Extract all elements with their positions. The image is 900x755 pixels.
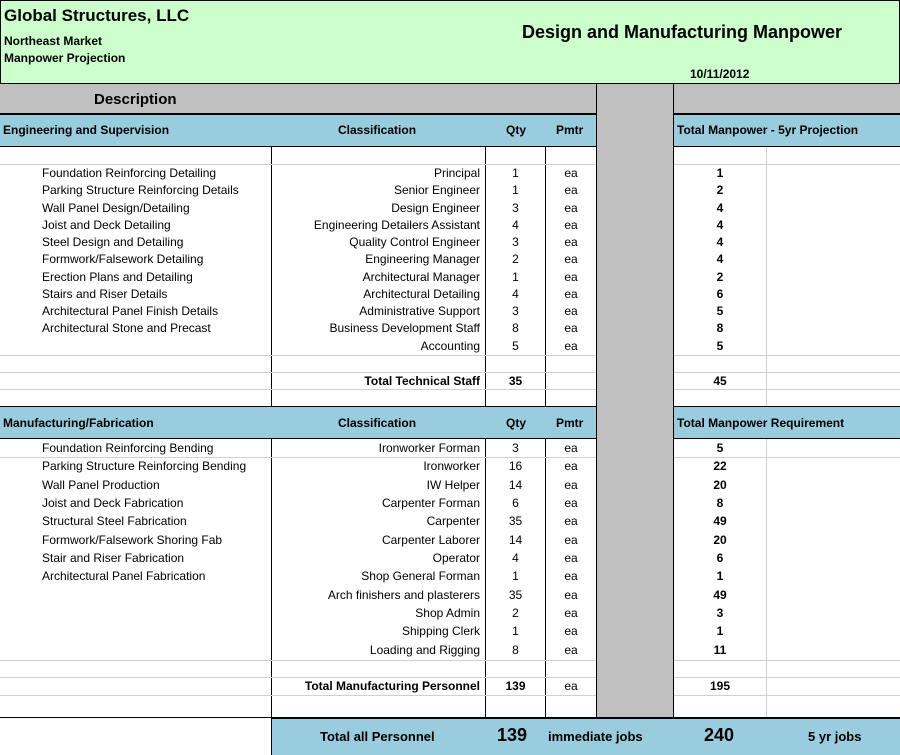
mfg-qty: 16 — [508, 459, 523, 473]
mfg-desc: Joist and Deck Fabrication — [42, 496, 184, 510]
mfg-class: Carpenter Forman — [381, 496, 480, 510]
mfg-total-requirement: 195 — [709, 679, 731, 693]
mfg-total-qty: 139 — [505, 679, 526, 693]
eng-pmtr: ea — [564, 166, 578, 180]
mfg-class: Arch finishers and plasterers — [327, 588, 480, 602]
mfg-pmtr: ea — [564, 478, 578, 492]
row-line — [674, 389, 900, 390]
engineering-col-total: Total Manpower - 5yr Projection — [677, 123, 859, 137]
mfg-total: 1 — [716, 624, 724, 638]
eng-desc: Steel Design and Detailing — [42, 235, 184, 249]
mfg-qty: 3 — [512, 441, 519, 455]
separator-column — [596, 84, 674, 718]
eng-class: Senior Engineer — [393, 183, 480, 197]
eng-total: 8 — [716, 321, 724, 335]
row-line — [0, 660, 596, 661]
eng-desc: Stairs and Riser Details — [42, 287, 168, 301]
eng-qty: 8 — [512, 321, 519, 335]
mfg-class: Shipping Clerk — [401, 624, 480, 638]
eng-desc: Wall Panel Design/Detailing — [42, 201, 190, 215]
mfg-class: Ironworker — [423, 459, 480, 473]
mfg-class: Shop Admin — [415, 606, 480, 620]
eng-desc: Parking Structure Reinforcing Details — [42, 183, 239, 197]
report-title: Design and Manufacturing Manpower — [522, 22, 843, 42]
description-bar — [0, 84, 596, 114]
eng-desc: Foundation Reinforcing Detailing — [42, 166, 217, 180]
eng-total: 4 — [716, 201, 724, 215]
eng-qty: 5 — [512, 339, 519, 353]
eng-qty: 4 — [512, 218, 519, 232]
mfg-desc: Structural Steel Fabrication — [42, 514, 187, 528]
eng-class: Business Development Staff — [329, 321, 480, 335]
eng-class: Engineering Manager — [365, 252, 480, 266]
mfg-class: Operator — [432, 551, 480, 565]
eng-class: Engineering Detailers Assistant — [313, 218, 480, 232]
mfg-pmtr: ea — [564, 643, 578, 657]
engineering-section-title: Engineering and Supervision — [3, 123, 170, 137]
mfg-total: 11 — [713, 643, 727, 657]
mfg-total: 6 — [716, 551, 724, 565]
eng-qty: 4 — [512, 287, 519, 301]
mfg-total-pmtr: ea — [564, 679, 578, 693]
mfg-total: 3 — [716, 606, 724, 620]
eng-pmtr: ea — [564, 201, 578, 215]
report-date: 10/11/2012 — [690, 67, 750, 81]
manufacturing-section-title: Manufacturing/Fabrication — [3, 416, 154, 430]
row-line — [0, 355, 596, 356]
projection-label: Manpower Projection — [4, 51, 126, 65]
eng-qty: 2 — [512, 252, 519, 266]
eng-desc: Formwork/Falsework Detailing — [42, 252, 204, 266]
eng-total: 4 — [716, 218, 724, 232]
eng-pmtr: ea — [564, 218, 578, 232]
mfg-total-label: Total Manufacturing Personnel — [304, 679, 480, 693]
manufacturing-col-qty: Qty — [506, 416, 527, 430]
row-line — [674, 660, 900, 661]
eng-total: 5 — [716, 339, 724, 353]
eng-total: 4 — [716, 235, 724, 249]
market-label: Northeast Market — [4, 34, 103, 48]
mfg-pmtr: ea — [564, 514, 578, 528]
manufacturing-col-pmtr: Pmtr — [556, 416, 584, 430]
eng-qty: 1 — [512, 183, 519, 197]
mfg-pmtr: ea — [564, 569, 578, 583]
eng-desc: Joist and Deck Detailing — [42, 218, 171, 232]
eng-pmtr: ea — [564, 270, 578, 284]
eng-desc: Architectural Stone and Precast — [42, 321, 211, 335]
mfg-desc: Parking Structure Reinforcing Bending — [42, 459, 247, 473]
mfg-pmtr: ea — [564, 533, 578, 547]
eng-total-qty: 35 — [508, 374, 523, 388]
eng-class: Architectural Detailing — [363, 287, 480, 301]
eng-class: Architectural Manager — [362, 270, 480, 284]
eng-pmtr: ea — [564, 235, 578, 249]
mfg-total: 20 — [713, 478, 727, 492]
eng-total: 4 — [716, 252, 724, 266]
eng-pmtr: ea — [564, 321, 578, 335]
eng-total-projection: 45 — [713, 374, 727, 388]
eng-total: 2 — [716, 270, 724, 284]
mfg-total: 5 — [716, 441, 724, 455]
eng-pmtr: ea — [564, 287, 578, 301]
description-label: Description — [94, 91, 177, 108]
eng-pmtr: ea — [564, 183, 578, 197]
mfg-qty: 2 — [512, 606, 519, 620]
eng-desc: Architectural Panel Finish Details — [42, 304, 219, 318]
eng-class: Design Engineer — [391, 201, 480, 215]
mfg-class: Ironworker Forman — [378, 441, 480, 455]
footer-immediate-count: 139 — [497, 725, 528, 745]
manufacturing-col-classification: Classification — [338, 416, 417, 430]
mfg-total: 20 — [713, 533, 727, 547]
mfg-pmtr: ea — [564, 624, 578, 638]
mfg-total: 22 — [713, 459, 727, 473]
mfg-qty: 1 — [512, 569, 519, 583]
eng-desc: Erection Plans and Detailing — [42, 270, 193, 284]
mfg-class: IW Helper — [426, 478, 480, 492]
engineering-col-classification: Classification — [338, 123, 417, 137]
eng-pmtr: ea — [564, 339, 578, 353]
engineering-col-pmtr: Pmtr — [556, 123, 584, 137]
mfg-qty: 14 — [508, 533, 523, 547]
header-gap — [674, 84, 900, 114]
mfg-pmtr: ea — [564, 588, 578, 602]
eng-total: 5 — [716, 304, 724, 318]
eng-total: 2 — [716, 183, 724, 197]
eng-total: 6 — [716, 287, 724, 301]
mfg-total: 1 — [716, 569, 724, 583]
row-line — [0, 695, 596, 696]
mfg-qty: 14 — [508, 478, 523, 492]
row-line — [0, 389, 596, 390]
mfg-pmtr: ea — [564, 606, 578, 620]
eng-qty: 1 — [512, 270, 519, 284]
mfg-desc: Wall Panel Production — [42, 478, 160, 492]
eng-pmtr: ea — [564, 304, 578, 318]
eng-class: Principal — [433, 166, 480, 180]
footer-label: Total all Personnel — [320, 729, 435, 744]
footer-immediate-label: immediate jobs — [548, 729, 643, 744]
mfg-qty: 35 — [508, 514, 523, 528]
mfg-desc: Foundation Reinforcing Bending — [42, 441, 214, 455]
grid-line — [766, 147, 767, 406]
mfg-qty: 8 — [512, 643, 519, 657]
mfg-class: Shop General Forman — [361, 569, 480, 583]
eng-qty: 3 — [512, 235, 519, 249]
mfg-pmtr: ea — [564, 551, 578, 565]
mfg-pmtr: ea — [564, 459, 578, 473]
eng-pmtr: ea — [564, 252, 578, 266]
mfg-total: 49 — [713, 514, 727, 528]
engineering-col-qty: Qty — [506, 123, 527, 137]
eng-class: Quality Control Engineer — [349, 235, 480, 249]
mfg-class: Loading and Rigging — [369, 643, 480, 657]
mfg-desc: Architectural Panel Fabrication — [42, 569, 206, 583]
eng-qty: 3 — [512, 201, 519, 215]
mfg-qty: 4 — [512, 551, 519, 565]
grid-line — [271, 147, 272, 406]
mfg-pmtr: ea — [564, 441, 578, 455]
mfg-desc: Stair and Riser Fabrication — [42, 551, 185, 565]
mfg-qty: 1 — [512, 624, 519, 638]
eng-total: 1 — [716, 166, 724, 180]
company-name: Global Structures, LLC — [4, 6, 190, 25]
eng-qty: 1 — [512, 166, 519, 180]
row-line — [674, 355, 900, 356]
eng-class: Administrative Support — [359, 304, 480, 318]
footer-five-yr-count: 240 — [704, 725, 735, 745]
manufacturing-col-total: Total Manpower Requirement — [677, 416, 845, 430]
mfg-class: Carpenter — [426, 514, 480, 528]
mfg-desc: Formwork/Falsework Shoring Fab — [42, 533, 223, 547]
footer-five-yr-label: 5 yr jobs — [808, 729, 862, 744]
mfg-pmtr: ea — [564, 496, 578, 510]
eng-total-label: Total Technical Staff — [364, 374, 480, 388]
eng-qty: 3 — [512, 304, 519, 318]
eng-class: Accounting — [420, 339, 480, 353]
mfg-total: 49 — [713, 588, 727, 602]
mfg-qty: 6 — [512, 496, 519, 510]
mfg-total: 8 — [716, 496, 724, 510]
mfg-qty: 35 — [508, 588, 523, 602]
row-line — [674, 695, 900, 696]
mfg-class: Carpenter Laborer — [381, 533, 480, 547]
